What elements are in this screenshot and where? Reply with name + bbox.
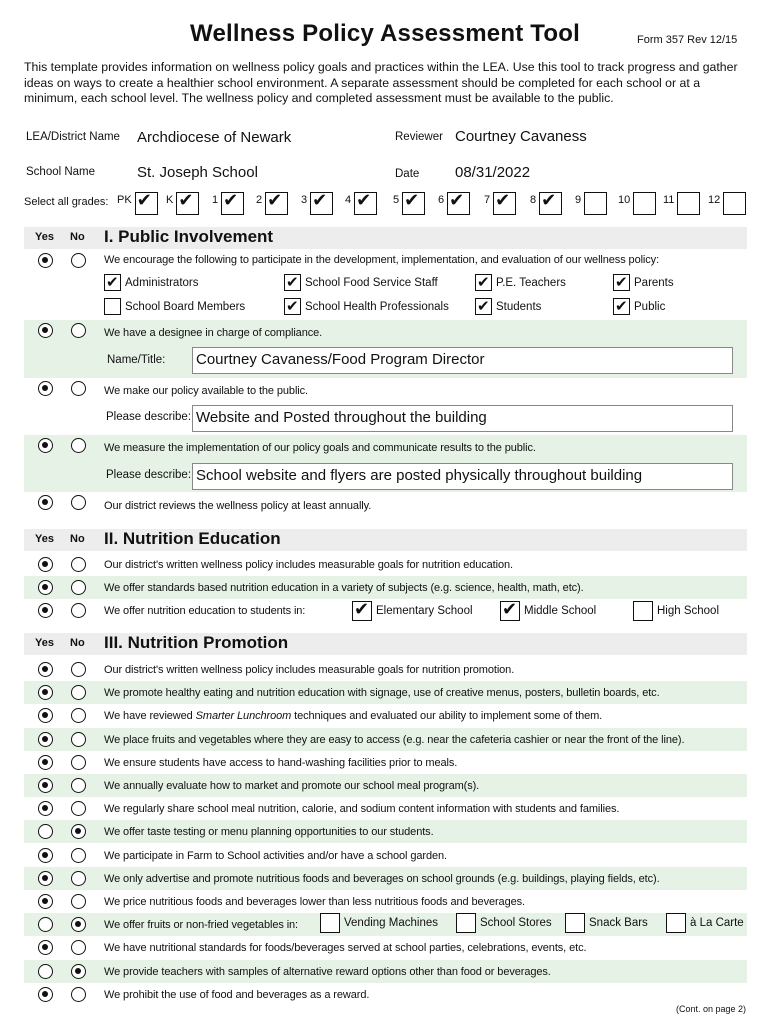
checkbox[interactable] [613,298,630,315]
grade-checkbox[interactable] [354,192,377,215]
grade-label: 3 [301,193,308,206]
reviewer-field[interactable]: Courtney Cavaness [455,128,587,145]
page-title: Wellness Policy Assessment Tool [190,20,580,47]
question-row-s3-12 [24,913,747,936]
grade-label: 12 [708,193,721,206]
checkbox[interactable] [565,913,585,933]
intro-text: This template provides information on wellness policy goals and practices within the LEA. Use this tool to track progress and gather ideas on ways to create a healthier school environment. A separate assessment should be completed for each school or at a minimum, each school level. The wellness policy and completed assessment must be available to the public. [24,60,738,105]
grade-option-4 [345,192,377,215]
grade-label: K [166,193,174,206]
availability-input[interactable]: Website and Posted throughout the building [192,405,733,432]
yes-radio[interactable] [38,438,53,453]
yes-radio[interactable] [38,685,53,700]
checkbox-label: School Food Service Staff [305,276,438,289]
question-row-s3-9 [24,844,747,867]
grade-option-10 [618,192,656,215]
option-checkbox-item [352,601,473,621]
school-label: School Name [26,166,96,178]
grade-checkbox[interactable] [723,192,746,215]
option-checkbox-item [475,274,566,291]
question-text: Our district's written wellness policy includes measurable goals for nutrition promotion. [104,664,515,676]
grade-label: 8 [530,193,537,206]
checkbox-label: Elementary School [376,605,473,617]
grade-option-7 [484,192,516,215]
yes-column-label: Yes [35,231,54,243]
option-checkbox-item [320,913,438,933]
no-radio[interactable] [71,848,86,863]
grade-checkbox[interactable] [310,192,333,215]
question-text: We offer taste testing or menu planning opportunities to our students. [104,826,434,838]
checkbox[interactable] [284,298,301,315]
yes-radio[interactable] [38,708,53,723]
checkbox-label: Middle School [524,605,597,617]
no-radio[interactable] [71,894,86,909]
question-row-s1-5 [24,492,747,522]
no-radio[interactable] [71,732,86,747]
grade-label: 6 [438,193,445,206]
please-describe-label: Please describe: [106,411,192,423]
option-checkbox-item [500,601,596,621]
form-number: Form 357 Rev 12/15 [637,34,738,46]
date-field[interactable]: 08/31/2022 [455,164,531,181]
checkbox-label: Parents [634,276,674,289]
question-text: We offer fruits or non-fried vegetables in: [104,919,299,931]
option-checkbox-item [104,298,245,315]
question-row-s1-2 [24,320,747,378]
no-radio[interactable] [71,323,86,338]
question-row-s3-15 [24,983,747,1006]
question-row-s3-6 [24,774,747,797]
grade-checkbox[interactable] [584,192,607,215]
question-text: We ensure students have access to hand-washing facilities prior to meals. [104,757,458,769]
grade-checkbox[interactable] [633,192,656,215]
yes-radio[interactable] [38,848,53,863]
no-radio[interactable] [71,495,86,510]
yes-radio[interactable] [38,381,53,396]
please-describe-label: Please describe: [106,469,192,481]
option-checkbox-item [284,298,449,315]
no-radio[interactable] [71,801,86,816]
no-radio[interactable] [71,603,86,618]
grade-checkbox[interactable] [176,192,199,215]
measurement-input[interactable]: School website and flyers are posted physically throughout building [192,463,733,490]
question-text: We have a designee in charge of compliance. [104,327,323,339]
checkbox-label: Vending Machines [344,917,438,929]
continued-note: (Cont. on page 2) [675,1004,746,1014]
lea-label: LEA/District Name [26,131,120,143]
question-text: We prohibit the use of food and beverages as a reward. [104,989,370,1001]
option-checkbox-item [565,913,648,933]
option-checkbox-item [475,298,541,315]
question-row-s2-1 [24,553,747,576]
grade-checkbox[interactable] [539,192,562,215]
grade-selector [0,192,770,222]
option-checkbox-item [104,274,199,291]
yes-radio[interactable] [38,871,53,886]
no-radio[interactable] [71,557,86,572]
no-radio[interactable] [71,755,86,770]
yes-radio[interactable] [38,987,53,1002]
question-text: Our district's written wellness policy includes measurable goals for nutrition education. [104,559,513,571]
question-row-s3-4 [24,728,747,751]
option-checkbox-item [284,274,438,291]
yes-column-label: Yes [35,637,54,649]
question-text: We only advertise and promote nutritious foods and beverages on school grounds (e.g. buildings, playing fields, etc). [104,873,660,885]
yes-radio[interactable] [38,824,53,839]
no-radio[interactable] [71,381,86,396]
yes-radio[interactable] [38,964,53,979]
grade-option-5 [393,192,425,215]
no-column-label: No [70,231,85,243]
question-text: We encourage the following to participate in the development, implementation, and evaluation of our wellness policy: [104,254,660,266]
yes-radio[interactable] [38,253,53,268]
yes-radio[interactable] [38,580,53,595]
checkbox[interactable] [456,913,476,933]
grade-option-pk [117,192,158,215]
checkbox[interactable] [633,601,653,621]
checkbox[interactable] [352,601,372,621]
question-row-s3-7 [24,797,747,820]
checkbox-label: School Board Members [125,300,246,313]
reviewer-label: Reviewer [395,131,443,143]
no-radio[interactable] [71,964,86,979]
checkbox-label: P.E. Teachers [496,276,566,289]
yes-radio[interactable] [38,603,53,618]
checkbox[interactable] [500,601,520,621]
checkbox-label: Students [496,300,542,313]
no-radio[interactable] [71,940,86,955]
no-radio[interactable] [71,438,86,453]
checkbox-label: à La Carte [690,917,744,929]
section-title: II. Nutrition Education [104,529,281,548]
no-radio[interactable] [71,685,86,700]
grade-label: 11 [663,193,675,206]
grade-option-1 [212,192,244,215]
lea-field[interactable]: Archdiocese of Newark [137,129,292,146]
no-radio[interactable] [71,987,86,1002]
question-row-s3-3 [24,704,747,727]
section-title: III. Nutrition Promotion [104,633,289,652]
grade-label: 1 [212,193,219,206]
question-row-s3-1 [24,658,747,681]
option-checkbox-item [666,913,744,933]
option-checkbox-item [456,913,552,933]
grade-label: 9 [575,193,582,206]
option-checkbox-item [613,274,674,291]
checkbox[interactable] [284,274,301,291]
smarter-lunchroom-term: Smarter Lunchroom [195,710,292,722]
yes-radio[interactable] [38,801,53,816]
designee-input[interactable]: Courtney Cavaness/Food Program Director [192,347,733,374]
checkbox[interactable] [320,913,340,933]
yes-radio[interactable] [38,732,53,747]
grade-option-6 [438,192,470,215]
grade-checkbox[interactable] [447,192,470,215]
question-row-s2-3 [24,599,747,622]
section-title: I. Public Involvement [104,227,274,246]
date-label: Date [395,168,420,180]
section-nutrition-education-header [24,529,747,551]
grade-checkbox[interactable] [265,192,288,215]
grade-option-k [166,192,199,215]
checkbox-label: Administrators [125,276,199,289]
school-field[interactable]: St. Joseph School [137,164,258,181]
checkbox-label: Snack Bars [589,917,648,929]
no-radio[interactable] [71,708,86,723]
grade-checkbox[interactable] [221,192,244,215]
question-row-s1-4 [24,435,747,492]
grade-checkbox[interactable] [135,192,158,215]
yes-radio[interactable] [38,323,53,338]
yes-radio[interactable] [38,917,53,932]
option-checkbox-item [613,298,665,315]
question-row-s3-13 [24,936,747,959]
question-text: We offer nutrition education to students in: [104,605,306,617]
section-nutrition-promotion-header [24,633,747,655]
question-row-s3-2 [24,681,747,704]
no-radio[interactable] [71,871,86,886]
question-text: We regularly share school meal nutrition, calorie, and sodium content information with students and families. [104,803,620,815]
no-radio[interactable] [71,917,86,932]
question-text: We participate in Farm to School activities and/or have a school garden. [104,850,447,862]
question-text: We offer standards based nutrition education in a variety of subjects (e.g. science, health, math, etc). [104,582,584,594]
checkbox[interactable] [666,913,686,933]
option-checkbox-item [633,601,719,621]
grade-option-8 [530,192,562,215]
grade-label: 2 [256,193,263,206]
question-text: We make our policy available to the public. [104,385,308,397]
grade-option-11 [663,192,700,215]
grade-option-3 [301,192,333,215]
question-text: We price nutritious foods and beverages lower than less nutritious foods and beverages. [104,896,525,908]
grade-label: 4 [345,193,352,206]
checkbox-label: High School [657,605,720,617]
no-column-label: No [70,533,85,545]
question-text: Our district reviews the wellness policy at least annually. [104,500,372,512]
question-text: We promote healthy eating and nutrition education with signage, use of creative menus, posters, bulletin boards, etc. [104,687,660,699]
checkbox[interactable] [475,274,492,291]
grade-checkbox[interactable] [493,192,516,215]
yes-radio[interactable] [38,894,53,909]
checkbox-label: School Health Professionals [305,300,449,313]
question-text-part: We have reviewed [104,710,196,722]
checkbox[interactable] [104,274,121,291]
question-text [104,710,602,722]
yes-radio[interactable] [38,778,53,793]
grade-label: PK [117,193,132,206]
question-text: We have nutritional standards for foods/beverages served at school parties, celebrations, events, etc. [104,942,587,954]
grade-label: 7 [484,193,491,206]
question-text: We provide teachers with samples of alternative reward options other than food or beverages. [104,966,551,978]
no-radio[interactable] [71,824,86,839]
question-row-s3-11 [24,890,747,913]
question-row-s3-8 [24,820,747,843]
grade-label: 10 [618,193,631,206]
question-text: We place fruits and vegetables where they are easy to access (e.g. near the cafeteria cashier or near the front of the line). [104,734,685,746]
yes-radio[interactable] [38,755,53,770]
yes-radio[interactable] [38,940,53,955]
grade-checkbox[interactable] [677,192,700,215]
section-public-involvement-header [24,227,747,249]
grades-label: Select all grades: [24,196,109,208]
no-column-label: No [70,637,85,649]
checkbox-label: School Stores [480,917,552,929]
yes-column-label: Yes [35,533,54,545]
grade-option-9 [575,192,607,215]
yes-radio[interactable] [38,495,53,510]
question-row-s1-1 [24,250,747,320]
checkbox[interactable] [104,298,121,315]
grade-checkbox[interactable] [402,192,425,215]
question-row-s3-14 [24,960,747,983]
checkbox-label: Public [634,300,666,313]
question-row-s2-2 [24,576,747,599]
question-row-s3-5 [24,751,747,774]
question-text: We measure the implementation of our policy goals and communicate results to the public. [104,442,536,454]
yes-radio[interactable] [38,662,53,677]
name-title-label: Name/Title: [107,354,166,366]
grade-option-2 [256,192,288,215]
no-radio[interactable] [71,580,86,595]
no-radio[interactable] [71,253,86,268]
checkbox[interactable] [613,274,630,291]
question-row-s3-10 [24,867,747,890]
question-text-part: techniques and evaluated our ability to implement some of them. [291,710,603,722]
no-radio[interactable] [71,662,86,677]
question-text: We annually evaluate how to market and promote our school meal program(s). [104,780,480,792]
grade-label: 5 [393,193,400,206]
grade-option-12 [708,192,746,215]
yes-radio[interactable] [38,557,53,572]
no-radio[interactable] [71,778,86,793]
question-row-s1-3 [24,378,747,435]
checkbox[interactable] [475,298,492,315]
